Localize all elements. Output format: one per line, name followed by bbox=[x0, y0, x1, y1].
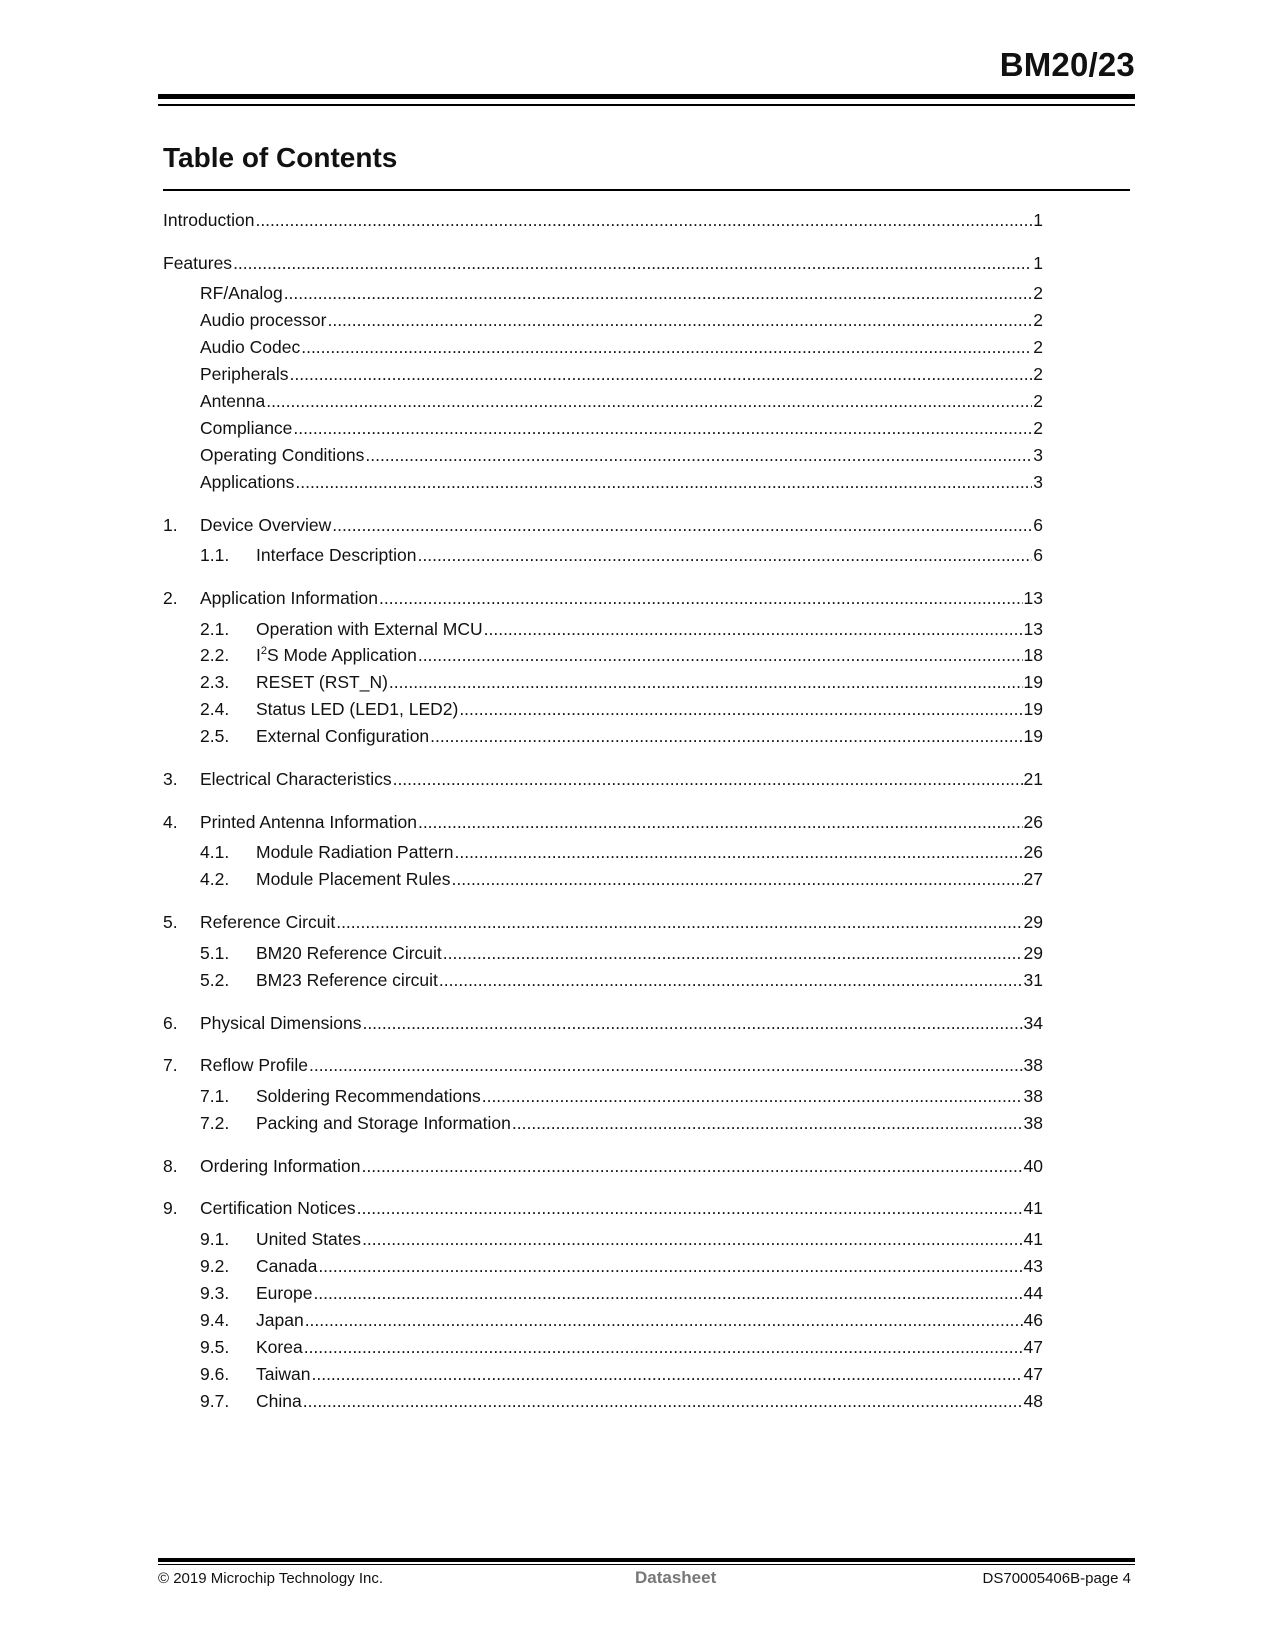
footer-document-type: Datasheet bbox=[635, 1568, 717, 1587]
toc-entry-label: Audio processor bbox=[200, 310, 327, 330]
toc-entry-page: 2 bbox=[1033, 337, 1043, 357]
toc-entry-audio-codec[interactable] bbox=[163, 335, 1043, 359]
toc-entry-i2s-mode-application[interactable] bbox=[163, 643, 1043, 667]
toc-entry-label: RF/Analog bbox=[200, 283, 283, 303]
toc-entry-page: 1 bbox=[1033, 210, 1043, 230]
toc-entry-page: 26 bbox=[1023, 842, 1043, 862]
toc-entry-page: 18 bbox=[1023, 645, 1043, 665]
toc-entry-page: 29 bbox=[1023, 912, 1043, 932]
toc-leader-dots bbox=[418, 810, 1023, 834]
toc-entry-page: 26 bbox=[1023, 812, 1043, 832]
toc-entry-number: 9.4. bbox=[200, 1310, 230, 1330]
toc-entry-page: 29 bbox=[1023, 943, 1043, 963]
toc-leader-dots bbox=[512, 1111, 1023, 1135]
toc-entry-page: 47 bbox=[1023, 1337, 1043, 1357]
toc-entry-number: 1.1. bbox=[200, 545, 230, 565]
toc-entry-features[interactable] bbox=[163, 251, 1043, 275]
toc-entry-number: 2.4. bbox=[200, 699, 230, 719]
toc-entry-page: 34 bbox=[1023, 1013, 1043, 1033]
toc-entry-korea[interactable] bbox=[163, 1335, 1043, 1359]
toc-entry-page: 44 bbox=[1023, 1283, 1043, 1303]
toc-title: Table of Contents bbox=[163, 142, 398, 173]
toc-entry-united-states[interactable] bbox=[163, 1227, 1043, 1251]
toc-leader-dots bbox=[482, 1084, 1023, 1108]
toc-entry-certification-notices[interactable] bbox=[163, 1196, 1043, 1220]
toc-entry-number: 2.1. bbox=[200, 619, 230, 639]
toc-leader-dots bbox=[484, 617, 1023, 641]
toc-entry-number: 9.2. bbox=[200, 1256, 230, 1276]
toc-leader-dots bbox=[301, 335, 1032, 359]
toc-entry-number: 9.5. bbox=[200, 1337, 230, 1357]
toc-entry-page: 27 bbox=[1023, 869, 1043, 889]
toc-leader-dots bbox=[452, 867, 1023, 891]
toc-entry-label: Features bbox=[163, 253, 233, 273]
toc-entry-label: Ordering Information bbox=[200, 1156, 361, 1176]
toc-entry-label: Operating Conditions bbox=[200, 445, 365, 465]
toc-entry-label: Antenna bbox=[200, 391, 266, 411]
toc-entry-label: Device Overview bbox=[200, 515, 332, 535]
toc-entry-audio-processor[interactable] bbox=[163, 308, 1043, 332]
toc-entry-page: 2 bbox=[1033, 364, 1043, 384]
toc-leader-dots bbox=[357, 1196, 1023, 1220]
toc-entry-reference-circuit[interactable] bbox=[163, 910, 1043, 934]
toc-entry-label: Europe bbox=[256, 1283, 313, 1303]
toc-entry-label: Packing and Storage Information bbox=[256, 1113, 511, 1133]
toc-entry-china[interactable] bbox=[163, 1389, 1043, 1413]
toc-entry-page: 6 bbox=[1033, 515, 1043, 535]
footer-rule-thin bbox=[158, 1564, 1135, 1565]
toc-leader-dots bbox=[439, 968, 1023, 992]
toc-entry-page: 41 bbox=[1023, 1229, 1043, 1249]
toc-leader-dots bbox=[389, 670, 1023, 694]
toc-entry-page: 46 bbox=[1023, 1310, 1043, 1330]
toc-entry-bm20-reference-circuit[interactable] bbox=[163, 941, 1043, 965]
toc-leader-dots bbox=[443, 941, 1023, 965]
toc-leader-dots bbox=[362, 1227, 1022, 1251]
toc-entry-europe[interactable] bbox=[163, 1281, 1043, 1305]
toc-entry-number: 9.6. bbox=[200, 1364, 230, 1384]
toc-entry-number: 3. bbox=[163, 769, 178, 789]
toc-entry-canada[interactable] bbox=[163, 1254, 1043, 1278]
toc-entry-label: Application Information bbox=[200, 588, 379, 608]
toc-entry-page: 21 bbox=[1023, 769, 1043, 789]
toc-entry-number: 8. bbox=[163, 1156, 178, 1176]
toc-leader-dots bbox=[327, 308, 1032, 332]
toc-entry-label: Canada bbox=[256, 1256, 318, 1276]
toc-entry-label: Japan bbox=[256, 1310, 304, 1330]
footer-page-reference: DS70005406B-page 4 bbox=[982, 1570, 1131, 1587]
toc-entry-label-prefix: I bbox=[256, 645, 261, 665]
toc-entry-label: Physical Dimensions bbox=[200, 1013, 362, 1033]
toc-entry-bm23-reference-circuit[interactable] bbox=[163, 968, 1043, 992]
toc-entry-number: 9.7. bbox=[200, 1391, 230, 1411]
toc-entry-number: 7.2. bbox=[200, 1113, 230, 1133]
toc-entry-label: Audio Codec bbox=[200, 337, 301, 357]
toc-entry-label: Peripherals bbox=[200, 364, 289, 384]
toc-leader-dots bbox=[305, 1308, 1023, 1332]
toc-entry-printed-antenna-information[interactable] bbox=[163, 810, 1043, 834]
toc-entry-label: RESET (RST_N) bbox=[256, 672, 388, 692]
toc-entry-introduction[interactable] bbox=[163, 208, 1043, 232]
toc-entry-number: 4.2. bbox=[200, 869, 230, 889]
toc-entry-label: Interface Description bbox=[256, 545, 417, 565]
toc-entry-page: 48 bbox=[1023, 1391, 1043, 1411]
toc-entry-physical-dimensions[interactable] bbox=[163, 1011, 1043, 1035]
toc-entry-number: 6. bbox=[163, 1013, 178, 1033]
toc-entry-number: 9.3. bbox=[200, 1283, 230, 1303]
toc-entry-page: 43 bbox=[1023, 1256, 1043, 1276]
toc-entry-antenna[interactable] bbox=[163, 389, 1043, 413]
toc-entry-page: 13 bbox=[1023, 619, 1043, 639]
toc-entry-operation-external-mcu[interactable] bbox=[163, 617, 1043, 641]
toc-leader-dots bbox=[309, 1053, 1023, 1077]
toc-leader-dots bbox=[336, 910, 1022, 934]
toc-entry-page: 2 bbox=[1033, 418, 1043, 438]
toc-entry-module-placement-rules[interactable] bbox=[163, 867, 1043, 891]
toc-leader-dots bbox=[266, 389, 1032, 413]
toc-entry-page: 13 bbox=[1023, 588, 1043, 608]
toc-entry-label-suffix: S Mode Application bbox=[267, 645, 417, 665]
toc-entry-label: Operation with External MCU bbox=[256, 619, 483, 639]
toc-entry-page: 19 bbox=[1023, 726, 1043, 746]
toc-entry-label: Electrical Characteristics bbox=[200, 769, 392, 789]
toc-leader-dots bbox=[295, 470, 1032, 494]
toc-entry-label: Reflow Profile bbox=[200, 1055, 308, 1075]
toc-entry-number: 5.1. bbox=[200, 943, 230, 963]
toc-entry-number: 9. bbox=[163, 1198, 178, 1218]
toc-entry-number: 4.1. bbox=[200, 842, 230, 862]
toc-entry-number: 4. bbox=[163, 812, 178, 832]
toc-entry-label: Module Placement Rules bbox=[256, 869, 451, 889]
toc-entry-label: BM23 Reference circuit bbox=[256, 970, 438, 990]
toc-entry-applications[interactable] bbox=[163, 470, 1043, 494]
toc-entry-number: 7. bbox=[163, 1055, 178, 1075]
toc-entry-number: 9.1. bbox=[200, 1229, 230, 1249]
toc-leader-dots bbox=[311, 1362, 1022, 1386]
toc-leader-dots bbox=[255, 208, 1032, 232]
toc-entry-label: Certification Notices bbox=[200, 1198, 356, 1218]
toc-entry-number: 2.2. bbox=[200, 645, 230, 665]
toc-entry-label: Soldering Recommendations bbox=[256, 1086, 481, 1106]
toc-entry-japan[interactable] bbox=[163, 1308, 1043, 1332]
toc-entry-number: 2.5. bbox=[200, 726, 230, 746]
toc-entry-peripherals[interactable] bbox=[163, 362, 1043, 386]
toc-entry-page: 19 bbox=[1023, 699, 1043, 719]
toc-entry-page: 38 bbox=[1023, 1055, 1043, 1075]
toc-entry-page: 31 bbox=[1023, 970, 1043, 990]
toc-entry-page: 3 bbox=[1033, 472, 1043, 492]
toc-entry-label: Reference Circuit bbox=[200, 912, 336, 932]
toc-entry-page: 40 bbox=[1023, 1156, 1043, 1176]
toc-leader-dots bbox=[303, 1389, 1023, 1413]
toc-leader-dots bbox=[290, 362, 1033, 386]
toc-entry-electrical-characteristics[interactable] bbox=[163, 767, 1043, 791]
toc-entry-ordering-information[interactable] bbox=[163, 1154, 1043, 1178]
toc-entry-device-overview[interactable] bbox=[163, 513, 1043, 537]
toc-entry-label: Module Radiation Pattern bbox=[256, 842, 454, 862]
toc-entry-number: 5. bbox=[163, 912, 178, 932]
toc-entry-label: Korea bbox=[256, 1337, 303, 1357]
toc-leader-dots bbox=[332, 513, 1032, 537]
toc-leader-dots bbox=[293, 416, 1032, 440]
toc-leader-dots bbox=[233, 251, 1032, 275]
toc-leader-dots bbox=[430, 724, 1022, 748]
toc-leader-dots bbox=[313, 1281, 1022, 1305]
toc-entry-page: 2 bbox=[1033, 391, 1043, 411]
toc-entry-number: 7.1. bbox=[200, 1086, 230, 1106]
toc-entry-label: Status LED (LED1, LED2) bbox=[256, 699, 459, 719]
toc-leader-dots bbox=[304, 1335, 1023, 1359]
toc-entry-reflow-profile[interactable] bbox=[163, 1053, 1043, 1077]
toc-entry-label bbox=[256, 643, 417, 667]
toc-entry-taiwan[interactable] bbox=[163, 1362, 1043, 1386]
toc-entry-module-radiation-pattern[interactable] bbox=[163, 840, 1043, 864]
toc-entry-label: Printed Antenna Information bbox=[200, 812, 417, 832]
toc-entry-page: 3 bbox=[1033, 445, 1043, 465]
toc-entry-interface-description[interactable] bbox=[163, 543, 1043, 567]
toc-leader-dots bbox=[459, 697, 1022, 721]
toc-entry-label: Compliance bbox=[200, 418, 293, 438]
toc-entry-label: External Configuration bbox=[256, 726, 430, 746]
toc-entry-label-superscript: 2 bbox=[260, 645, 267, 657]
toc-entry-rf-analog[interactable] bbox=[163, 281, 1043, 305]
toc-entry-label: BM20 Reference Circuit bbox=[256, 943, 442, 963]
toc-entry-page: 38 bbox=[1023, 1086, 1043, 1106]
toc-entry-application-information[interactable] bbox=[163, 586, 1043, 610]
toc-entry-page: 1 bbox=[1033, 253, 1043, 273]
toc-leader-dots bbox=[379, 586, 1023, 610]
header-rule-thick bbox=[158, 94, 1135, 99]
toc-leader-dots bbox=[418, 643, 1023, 667]
toc-leader-dots bbox=[418, 543, 1033, 567]
header-rule-thin bbox=[158, 104, 1135, 106]
toc-leader-dots bbox=[365, 443, 1032, 467]
toc-entry-operating-conditions[interactable] bbox=[163, 443, 1043, 467]
toc-leader-dots bbox=[362, 1154, 1023, 1178]
toc-entry-reset-rst-n[interactable] bbox=[163, 670, 1043, 694]
toc-entry-packing-storage-information[interactable] bbox=[163, 1111, 1043, 1135]
toc-entry-number: 2. bbox=[163, 588, 178, 608]
toc-entry-external-configuration[interactable] bbox=[163, 724, 1043, 748]
toc-entry-number: 1. bbox=[163, 515, 178, 535]
toc-entry-label: United States bbox=[256, 1229, 362, 1249]
toc-entry-page: 19 bbox=[1023, 672, 1043, 692]
toc-entry-page: 41 bbox=[1023, 1198, 1043, 1218]
toc-entry-page: 47 bbox=[1023, 1364, 1043, 1384]
toc-entry-label: China bbox=[256, 1391, 302, 1411]
document-header-title: BM20/23 bbox=[999, 46, 1135, 83]
toc-leader-dots bbox=[454, 840, 1022, 864]
footer-copyright: © 2019 Microchip Technology Inc. bbox=[158, 1570, 384, 1587]
toc-leader-dots bbox=[393, 767, 1023, 791]
toc-entry-label: Applications bbox=[200, 472, 295, 492]
toc-entry-number: 2.3. bbox=[200, 672, 230, 692]
toc-entry-soldering-recommendations[interactable] bbox=[163, 1084, 1043, 1108]
toc-leader-dots bbox=[318, 1254, 1022, 1278]
toc-leader-dots bbox=[284, 281, 1033, 305]
toc-title-rule bbox=[163, 189, 1130, 191]
toc-entry-label: Taiwan bbox=[256, 1364, 311, 1384]
toc-entry-label: Introduction bbox=[163, 210, 255, 230]
toc-entry-compliance[interactable] bbox=[163, 416, 1043, 440]
toc-entry-page: 6 bbox=[1033, 545, 1043, 565]
toc-entry-number: 5.2. bbox=[200, 970, 230, 990]
toc-entry-page: 2 bbox=[1033, 283, 1043, 303]
toc-leader-dots bbox=[362, 1011, 1022, 1035]
footer-rule-thick bbox=[158, 1558, 1135, 1562]
toc-entry-page: 2 bbox=[1033, 310, 1043, 330]
toc-entry-page: 38 bbox=[1023, 1113, 1043, 1133]
toc-entry-status-led[interactable] bbox=[163, 697, 1043, 721]
